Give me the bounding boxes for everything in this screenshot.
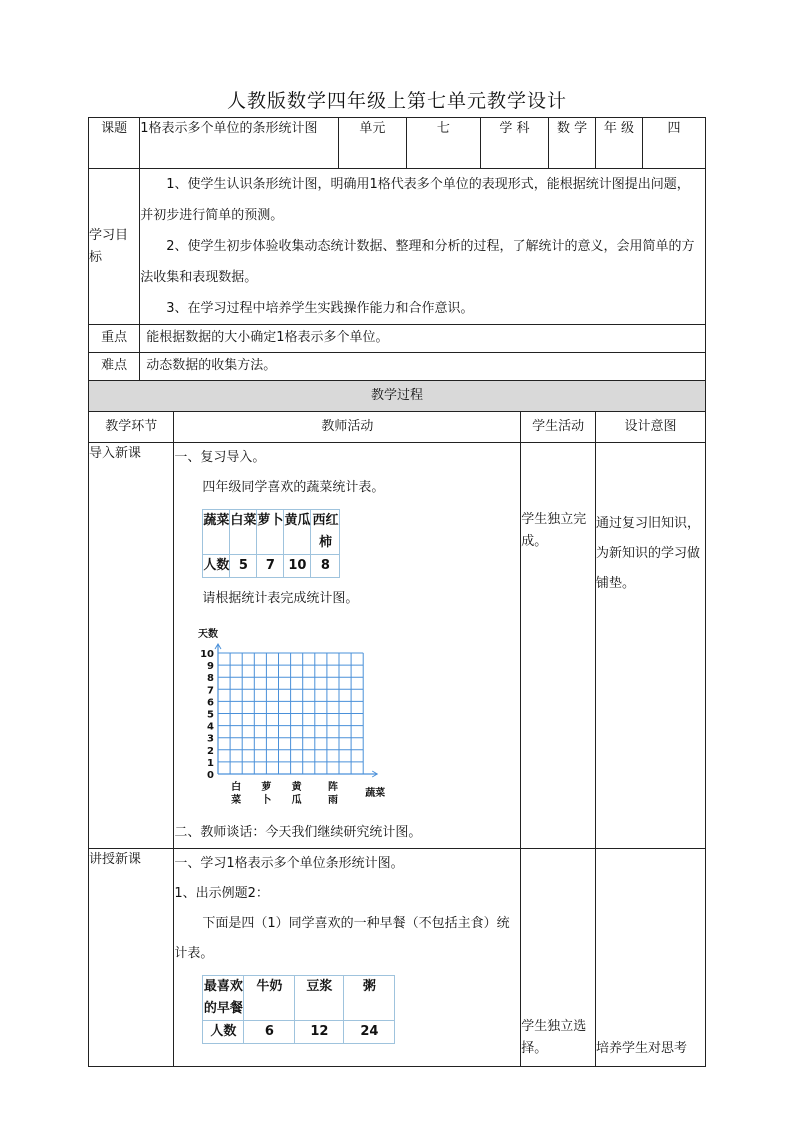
table-cell: 12 — [295, 1021, 344, 1044]
objective-item: 3、在学习过程中培养学生实践操作能力和合作意识。 — [166, 301, 474, 316]
x-tick-label: 阵 — [328, 782, 339, 793]
x-axis-label: 蔬菜 — [365, 788, 386, 799]
table-cell: 豆浆 — [295, 976, 344, 1021]
example-text: 下面是四（1）同学喜欢的一种早餐（不包括主食）统计表。 — [174, 916, 510, 961]
y-tick-label: 9 — [207, 661, 215, 673]
section1-closing: 二、教师谈话：今天我们继续研究统计图。 — [174, 825, 422, 840]
table-cell: 8 — [311, 555, 340, 578]
y-tick-label: 0 — [207, 770, 215, 781]
table-cell: 24 — [344, 1021, 395, 1044]
col-teacher-header: 教师活动 — [174, 412, 521, 443]
table-cell: 萝卜 — [257, 510, 284, 555]
student-activity-intro: 学生独立完成。 — [521, 443, 596, 849]
vegetable-table-caption: 四年级同学喜欢的蔬菜统计表。 — [202, 480, 385, 495]
difficulty-text: 动态数据的收集方法。 — [140, 353, 706, 381]
difficulty-label: 难点 — [89, 353, 140, 381]
col-intent-header: 设计意图 — [596, 412, 706, 443]
stage-intro: 导入新课 — [89, 443, 174, 849]
unit-value: 七 — [407, 118, 481, 169]
col-stage-header: 教学环节 — [89, 412, 174, 443]
topic-value: 1格表示多个单位的条形统计图 — [140, 118, 339, 169]
process-title: 教学过程 — [89, 381, 706, 412]
y-axis-label: 天数 — [198, 629, 219, 640]
table-cell: 7 — [257, 555, 284, 578]
y-tick-label: 6 — [207, 697, 215, 709]
table-cell: 5 — [230, 555, 257, 578]
table-cell: 粥 — [344, 976, 395, 1021]
lesson-plan-table — [88, 117, 706, 1067]
section2-heading: 一、学习1格表示多个单位条形统计图。 — [174, 856, 404, 871]
example-label: 1、出示例题2： — [174, 886, 269, 901]
y-tick-label: 2 — [207, 745, 215, 757]
table-cell: 黄瓜 — [284, 510, 311, 555]
vegetable-chart — [194, 614, 414, 814]
x-tick-label: 瓜 — [292, 795, 303, 806]
col-student-header: 学生活动 — [521, 412, 596, 443]
table-cell: 白菜 — [230, 510, 257, 555]
table-cell: 西红柿 — [311, 510, 340, 555]
grade-label: 年 级 — [596, 118, 643, 169]
key-point-label: 重点 — [89, 325, 140, 353]
intent-intro: 通过复习旧知识，为新知识的学习做铺垫。 — [596, 443, 706, 849]
subject-value: 数 学 — [549, 118, 596, 169]
y-tick-label: 10 — [200, 649, 215, 660]
x-tick-label: 雨 — [328, 795, 339, 806]
table-cell: 最喜欢的早餐 — [203, 976, 244, 1021]
objectives-label: 学习目标 — [89, 169, 140, 325]
vegetable-table — [202, 509, 340, 578]
subject-label: 学 科 — [480, 118, 548, 169]
table-cell: 人数 — [203, 555, 230, 578]
x-tick-label: 白 — [231, 782, 242, 793]
table-cell: 10 — [284, 555, 311, 578]
objective-item: 2、使学生初步体验收集动态统计数据、整理和分析的过程，了解统计的意义，会用简单的方法收集和表现数据。 — [140, 239, 695, 285]
y-tick-label: 7 — [207, 685, 215, 697]
x-tick-label: 菜 — [231, 795, 242, 806]
objective-item: 1、使学生认识条形统计图，明确用1格代表多个单位的表现形式，能根据统计图提出问题，并初步进行简单的预测。 — [140, 177, 690, 223]
x-tick-label: 黄 — [292, 782, 303, 793]
topic-label: 课题 — [89, 118, 140, 169]
key-point-text: 能根据数据的大小确定1格表示多个单位。 — [140, 325, 706, 353]
unit-label: 单元 — [338, 118, 406, 169]
table-cell: 6 — [244, 1021, 295, 1044]
intent-new: 培养学生对思考 — [596, 849, 706, 1067]
grade-value: 四 — [642, 118, 705, 169]
y-tick-label: 3 — [207, 733, 215, 745]
teacher-activity-intro — [174, 443, 521, 849]
table-cell: 牛奶 — [244, 976, 295, 1021]
stage-new-lesson: 讲授新课 — [89, 849, 174, 1067]
x-tick-label: 萝 — [261, 782, 272, 793]
y-tick-label: 4 — [207, 721, 215, 733]
breakfast-table — [202, 975, 395, 1044]
y-tick-label: 8 — [207, 673, 215, 685]
page-title: 人教版数学四年级上第七单元教学设计 — [226, 90, 567, 112]
x-tick-label: 卜 — [261, 795, 272, 806]
table-cell: 人数 — [203, 1021, 244, 1044]
y-tick-label: 1 — [207, 757, 215, 769]
student-activity-new: 学生独立选择。 — [521, 849, 596, 1067]
teacher-activity-new — [174, 849, 521, 1067]
objectives-content — [140, 169, 706, 325]
chart-instruction: 请根据统计表完成统计图。 — [202, 591, 359, 606]
y-tick-label: 5 — [207, 709, 215, 721]
table-cell: 蔬菜 — [203, 510, 230, 555]
section1-heading: 一、复习导入。 — [174, 450, 266, 465]
